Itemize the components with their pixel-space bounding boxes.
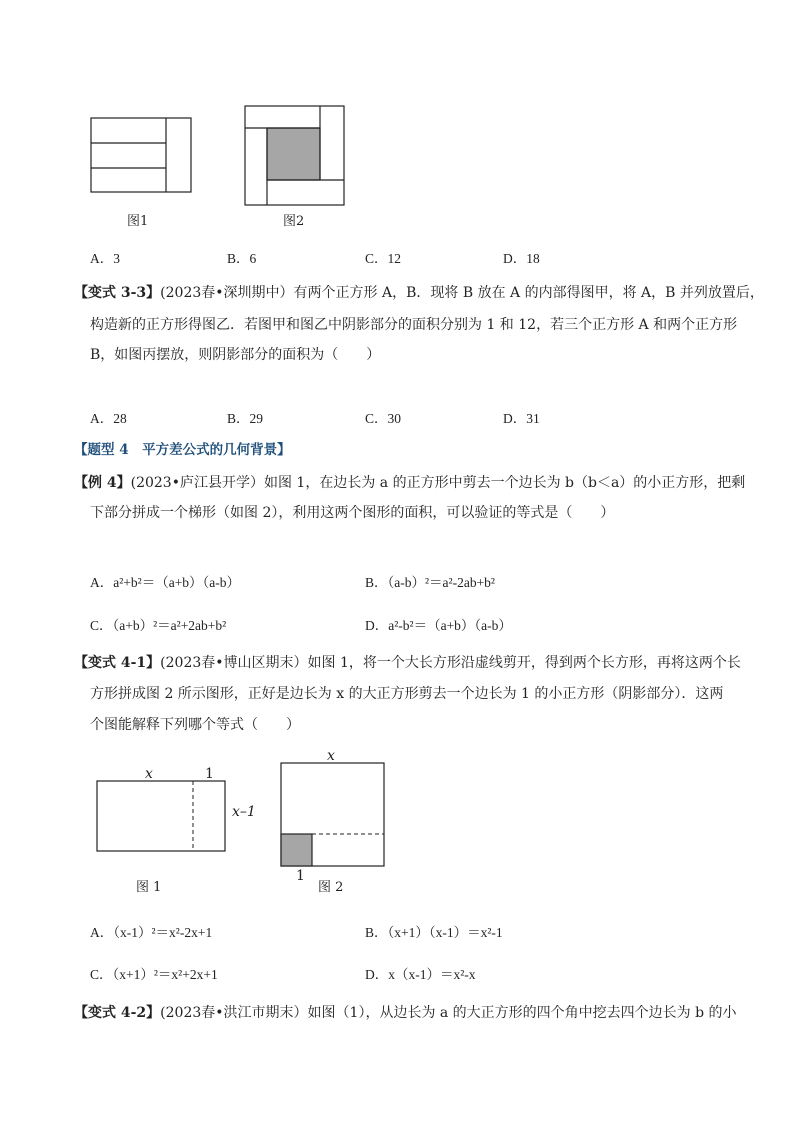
figure-1-rectangles — [90, 117, 192, 193]
q33-option-b: B．6 — [227, 251, 257, 266]
section-4-title: 【题型 4 平方差公式的几何背景】 — [74, 442, 291, 458]
figure-2-square — [244, 105, 346, 206]
fig1-label-1: 1 — [205, 766, 214, 782]
variant-3-3-line2: 构造新的正方形得图乙．若图甲和图乙中阴影部分的面积分别为 1 和 12，若三个正方形 A 和两个正方形 — [90, 317, 738, 333]
variant-4-2-source: (2023春•洪江市期末） — [160, 1005, 308, 1021]
example-4-line1 — [74, 473, 745, 493]
fig1-label-x: x — [145, 766, 153, 782]
variant-4-1-option-b: B．（x+1）（x-1）＝x²-1 — [365, 925, 503, 940]
variant-4-1-option-c: C．（x+1）²＝x²+2x+1 — [90, 967, 218, 982]
example-4-option-d: D．a²-b²＝（a+b）（a-b） — [365, 618, 512, 633]
variant-4-2-text1: 如图（1），从边长为 a 的大正方形的四个角中挖去四个边长为 b 的小 — [307, 1005, 737, 1021]
q33-option-d: D．18 — [503, 251, 540, 266]
variant-3-3-line1 — [74, 283, 764, 303]
variant-4-1-source: (2023春•博山区期末） — [160, 655, 308, 671]
variant-4-1-option-a: A．（x-1）²＝x²-2x+1 — [90, 925, 213, 940]
variant-4-1-line1 — [74, 653, 741, 673]
figure-2-caption: 图2 — [283, 214, 305, 229]
fig1-caption: 图 1 — [136, 880, 162, 895]
variant-3-3-option-a: A．28 — [90, 411, 127, 426]
fig2-caption: 图 2 — [318, 880, 344, 895]
variant-3-3-source: (2023春•深圳期中） — [160, 285, 294, 301]
example-4-option-b: B．（a-b）²＝a²-2ab+b² — [365, 575, 495, 590]
example-4-source: (2023•庐江县开学） — [130, 475, 264, 491]
fig2-label-1: 1 — [296, 868, 305, 884]
figure-1-caption: 图1 — [127, 214, 149, 229]
example-4-option-a: A．a²+b²＝（a+b）（a-b） — [90, 575, 241, 590]
fig2-label-x: x — [327, 748, 335, 764]
example-4-option-c: C．（a+b）²＝a²+2ab+b² — [90, 618, 227, 633]
variant-4-2-line1 — [74, 1003, 737, 1023]
example-4-text1: 如图 1，在边长为 a 的正方形中剪去一个边长为 b（b＜a）的小正方形，把剩 — [263, 475, 746, 491]
variant-4-1-option-d: D．x（x-1）＝x²-x — [365, 967, 476, 982]
figure-1-rectangle — [96, 780, 226, 852]
variant-4-2-tag: 【变式 4-2】 — [74, 1005, 161, 1021]
fig1-label-x-minus-1: x–1 — [232, 804, 256, 820]
variant-4-1-line2: 方形拼成图 2 所示图形，正好是边长为 x 的大正方形剪去一个边长为 1 的小正方形（阴影部分）．这两 — [90, 686, 724, 702]
variant-3-3-option-d: D．31 — [503, 411, 540, 426]
variant-3-3-option-b: B．29 — [227, 411, 264, 426]
variant-3-3-text1: 有两个正方形 A，B．现将 B 放在 A 的内部得图甲，将 A，B 并列放置后， — [293, 285, 764, 301]
variant-4-1-line3: 个图能解释下列哪个等式（ ） — [90, 717, 300, 733]
example-4-tag: 【例 4】 — [74, 475, 131, 491]
q33-option-a: A．3 — [90, 251, 120, 266]
q33-option-c: C．12 — [365, 251, 402, 266]
variant-4-1-text1: 如图 1，将一个大长方形沿虚线剪开，得到两个长方形，再将这两个长 — [307, 655, 741, 671]
variant-3-3-option-c: C．30 — [365, 411, 402, 426]
variant-4-1-tag: 【变式 4-1】 — [74, 655, 161, 671]
variant-3-3-line3: B，如图丙摆放，则阴影部分的面积为（ ） — [90, 347, 381, 363]
example-4-line2: 下部分拼成一个梯形（如图 2），利用这两个图形的面积，可以验证的等式是（ ） — [90, 505, 615, 521]
figure-2-square-cut — [280, 762, 385, 867]
variant-3-3-tag: 【变式 3-3】 — [74, 285, 161, 301]
